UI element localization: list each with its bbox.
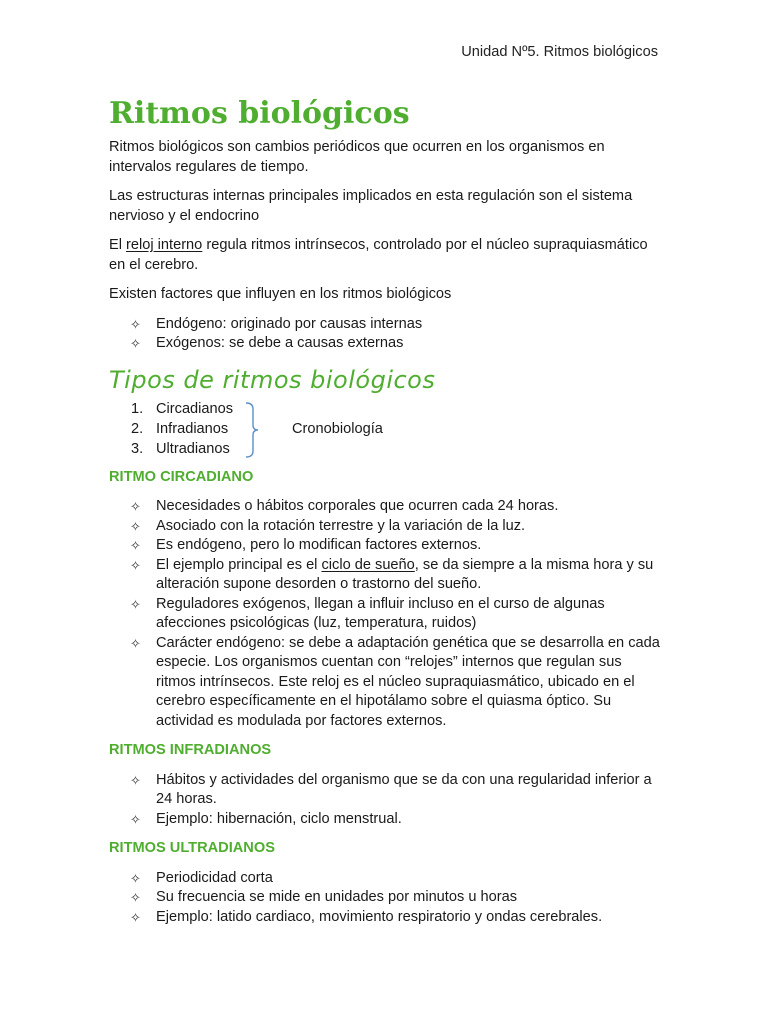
diamond-bullet-icon: ✧ — [130, 518, 141, 534]
list-item-text: Infradianos — [156, 420, 229, 437]
types-list — [109, 400, 661, 460]
list-number: 2. — [131, 420, 144, 437]
example-before: El ejemplo principal es el — [156, 556, 322, 573]
list-number: 1. — [131, 400, 144, 417]
diamond-bullet-icon: ✧ — [130, 909, 141, 925]
list-item-text: Exógenos: se debe a causas externas — [156, 335, 404, 351]
intro-paragraph-4: Existen factores que influyen en los ritmos biológicos — [109, 286, 452, 302]
intro-p3-after: regula ritmos intrínsecos, controlado por el núcleo supraquiasmático en el cerebro. — [109, 237, 648, 273]
infradianos-list — [109, 771, 661, 830]
right-brace-icon — [244, 402, 264, 458]
intro-paragraph-1: Ritmos biológicos son cambios periódicos que ocurren en los organismos en intervalos regulares de tiempo. — [109, 139, 605, 175]
ciclo-de-sueno-underlined: ciclo de sueño — [321, 556, 415, 573]
intro-paragraph-2: Las estructuras internas principales implicados en esta regulación son el sistema nervioso y el endocrino — [109, 188, 633, 224]
diamond-bullet-icon: ✧ — [130, 635, 141, 651]
document-body — [109, 95, 661, 937]
list-item — [109, 888, 661, 908]
intro-p3-before: El — [109, 237, 127, 253]
types-block — [109, 400, 661, 460]
list-item-text: Reguladores exógenos, llegan a influir incluso en el curso de algunas afecciones psicológicas (luz, temperatura, ruidos) — [156, 595, 605, 631]
page-title: Ritmos biológicos — [109, 96, 410, 131]
diamond-bullet-icon: ✧ — [130, 499, 141, 514]
ritmos-ultradianos-heading: RITMOS ULTRADIANOS — [109, 840, 275, 856]
diamond-bullet-icon: ✧ — [130, 316, 141, 332]
diamond-bullet-icon: ✧ — [130, 772, 141, 788]
ritmo-circadiano-heading: RITMO CIRCADIANO — [109, 468, 254, 485]
list-number: 3. — [131, 440, 144, 457]
types-heading: Tipos de ritmos biológicos — [109, 365, 436, 394]
list-item — [109, 497, 661, 517]
ritmos-infradianos-heading: RITMOS INFRADIANOS — [109, 742, 272, 758]
diamond-bullet-icon: ✧ — [130, 336, 141, 351]
circadiano-list — [109, 497, 661, 731]
list-item — [109, 634, 661, 732]
list-item-text: Periodicidad corta — [156, 869, 273, 886]
list-item-text: Necesidades o hábitos corporales que ocurren cada 24 horas. — [156, 498, 559, 514]
diamond-bullet-icon: ✧ — [130, 890, 141, 905]
list-item — [109, 517, 661, 537]
reloj-interno-underlined: reloj interno — [126, 237, 203, 253]
list-item — [109, 400, 661, 420]
list-item — [109, 440, 661, 460]
list-item-text: Ejemplo: hibernación, ciclo menstrual. — [156, 810, 402, 827]
factors-list — [109, 315, 661, 354]
diamond-bullet-icon: ✧ — [130, 870, 141, 886]
list-item — [109, 536, 661, 556]
list-item-text: Es endógeno, pero lo modifican factores externos. — [156, 537, 482, 553]
list-item — [109, 334, 661, 354]
diamond-bullet-icon: ✧ — [130, 811, 141, 827]
list-item — [109, 869, 661, 889]
list-item-text: Circadianos — [156, 400, 234, 417]
list-item-text: Su frecuencia se mide en unidades por minutos u horas — [156, 889, 518, 905]
list-item — [109, 595, 661, 634]
list-item — [109, 556, 661, 595]
list-item-text: Carácter endógeno: se debe a adaptación genética que se desarrolla en cada especie. Los organismos cuentan con “relojes” internos que regulan sus ritmos intrínsecos. Este reloj es el núcleo supraquiasmático, ubicado en el cerebro específicamente en el hipotálamo sobre el quiasma óptico. Su actividad es modulada por factores externos. — [156, 634, 660, 729]
list-item — [109, 771, 661, 810]
diamond-bullet-icon: ✧ — [130, 538, 141, 553]
intro-paragraph-3 — [109, 236, 661, 275]
ultradianos-list — [109, 869, 661, 928]
diamond-bullet-icon: ✧ — [130, 596, 141, 612]
list-item-text: Asociado con la rotación terrestre y la variación de la luz. — [156, 517, 526, 534]
list-item — [109, 908, 661, 928]
list-item-text: Ejemplo: latido cardiaco, movimiento respiratorio y ondas cerebrales. — [156, 908, 603, 925]
list-item-text: Ultradianos — [156, 440, 230, 457]
list-item-text: Endógeno: originado por causas internas — [156, 315, 423, 332]
list-item-text: Hábitos y actividades del organismo que se da con una regularidad inferior a 24 horas. — [156, 771, 652, 807]
list-item — [109, 810, 661, 830]
list-item — [109, 315, 661, 335]
cronobiologia-label: Cronobiología — [292, 420, 383, 437]
diamond-bullet-icon: ✧ — [130, 557, 141, 573]
running-header: Unidad Nº5. Ritmos biológicos — [461, 44, 658, 60]
example-after: , se da siempre a la misma hora y su alteración supone desorden o trastorno del sueño. — [156, 556, 654, 592]
list-item — [109, 420, 661, 440]
